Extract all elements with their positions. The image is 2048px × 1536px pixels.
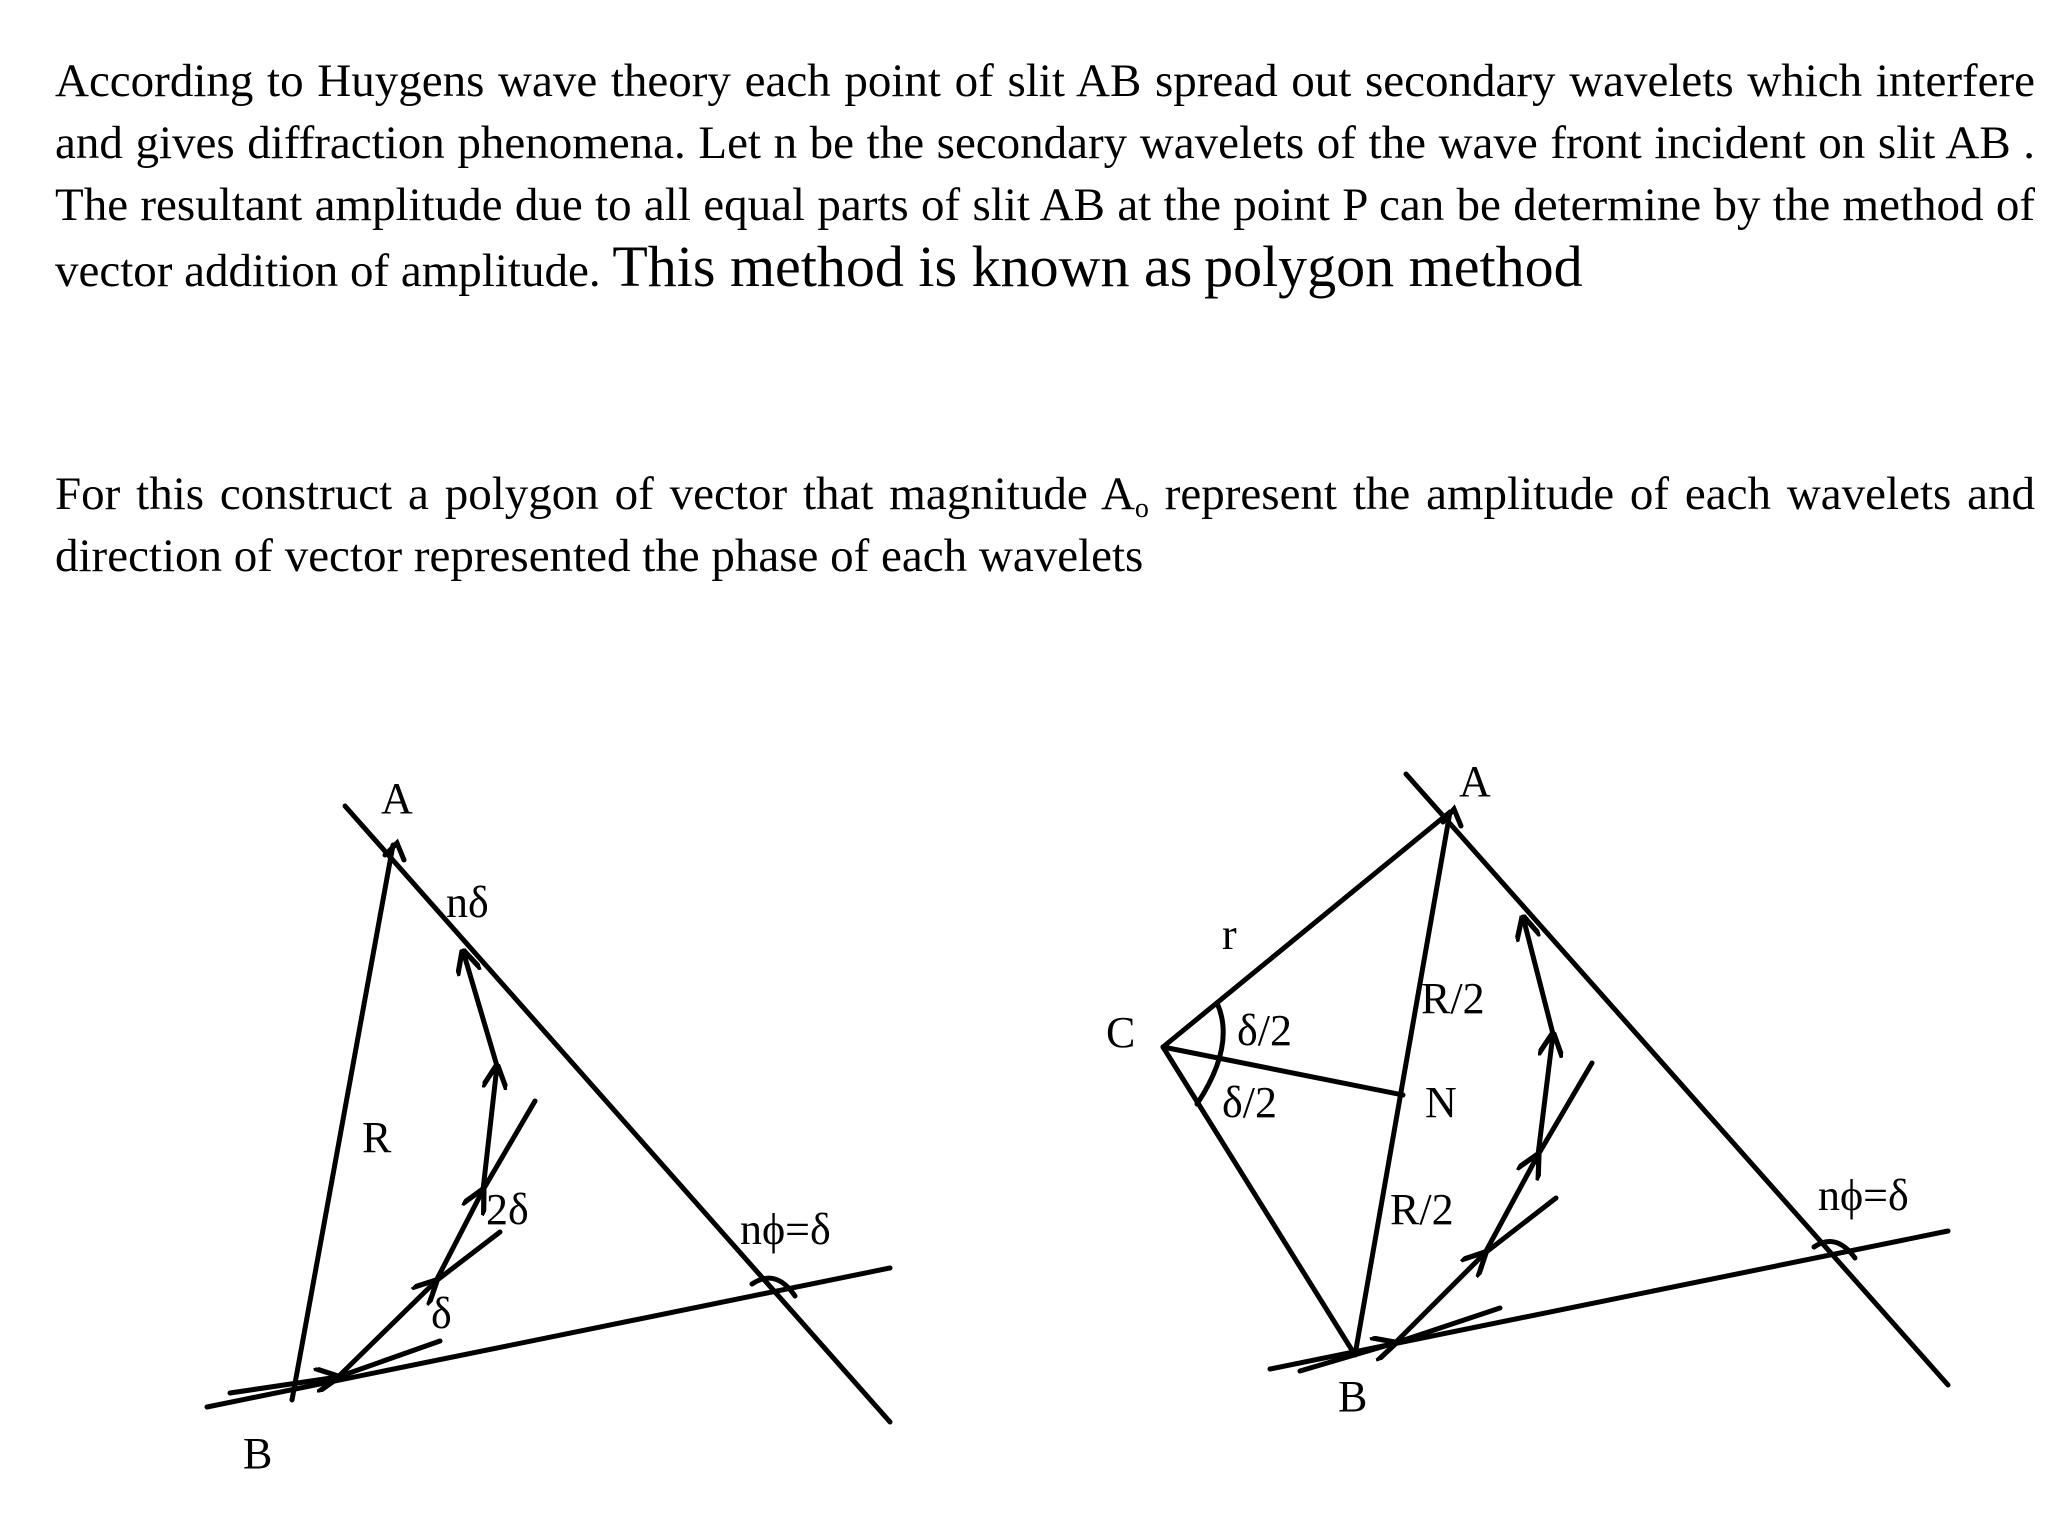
right-vector-3 bbox=[1485, 1155, 1538, 1253]
left-label-a: A bbox=[381, 774, 413, 823]
intro-line-3: incident on slit AB . The resultant amplitude due to all equal parts of slit AB at the point P can bbox=[55, 117, 2036, 231]
left-vector-3 bbox=[436, 1190, 483, 1281]
right-slant-line bbox=[1406, 774, 1948, 1385]
right-label-half-delta-bottom: δ/2 bbox=[1222, 1078, 1277, 1127]
left-label-n-delta: nδ bbox=[446, 878, 489, 927]
left-slant-line bbox=[345, 806, 890, 1422]
intro-line-1: According to Huygens wave theory each point of slit AB spread out secondary wavelets which bbox=[55, 55, 1863, 107]
left-label-2-delta: 2δ bbox=[486, 1185, 529, 1234]
amplitude-subscript: o bbox=[1134, 493, 1149, 524]
construction-text-after: represent the amplitude of each wavelets and direction of vector represented the phase of each wavelets bbox=[55, 468, 2036, 582]
intro-line-5: polygon method bbox=[1204, 234, 1583, 299]
right-radius-ca bbox=[1163, 812, 1450, 1047]
left-label-r: R bbox=[362, 1113, 392, 1162]
left-vector-5 bbox=[463, 951, 497, 1066]
construction-text-before: For this construct a polygon of vector that magnitude A bbox=[55, 468, 1135, 520]
right-polygon-diagram bbox=[1106, 757, 1948, 1421]
right-label-half-delta-top: δ/2 bbox=[1237, 1006, 1292, 1055]
right-label-n: N bbox=[1425, 1078, 1457, 1127]
right-label-r: r bbox=[1222, 910, 1237, 959]
right-label-c: C bbox=[1106, 1008, 1136, 1057]
intro-line-2: interfere and gives diffraction phenomena. Let n be the secondary wavelets of the wave front bbox=[55, 55, 2035, 169]
right-vector-2-extension bbox=[1485, 1198, 1556, 1253]
right-label-r-half-top: R/2 bbox=[1421, 974, 1485, 1023]
right-label-r-half-bottom: R/2 bbox=[1390, 1185, 1454, 1234]
intro-line-4-large: This method is known as bbox=[612, 234, 1193, 299]
intro-line-4: be determine by the method of vector addition of amplitude. bbox=[55, 179, 2035, 297]
right-label-b: B bbox=[1338, 1372, 1368, 1421]
right-label-n-phi: nϕ=δ bbox=[1818, 1171, 1909, 1220]
left-label-n-phi: nϕ=δ bbox=[740, 1205, 831, 1254]
right-label-a: A bbox=[1459, 757, 1491, 806]
left-vector-2-extension bbox=[436, 1232, 500, 1281]
left-polygon-diagram bbox=[207, 774, 890, 1478]
left-label-b: B bbox=[243, 1429, 273, 1478]
left-label-delta: δ bbox=[431, 1289, 452, 1338]
